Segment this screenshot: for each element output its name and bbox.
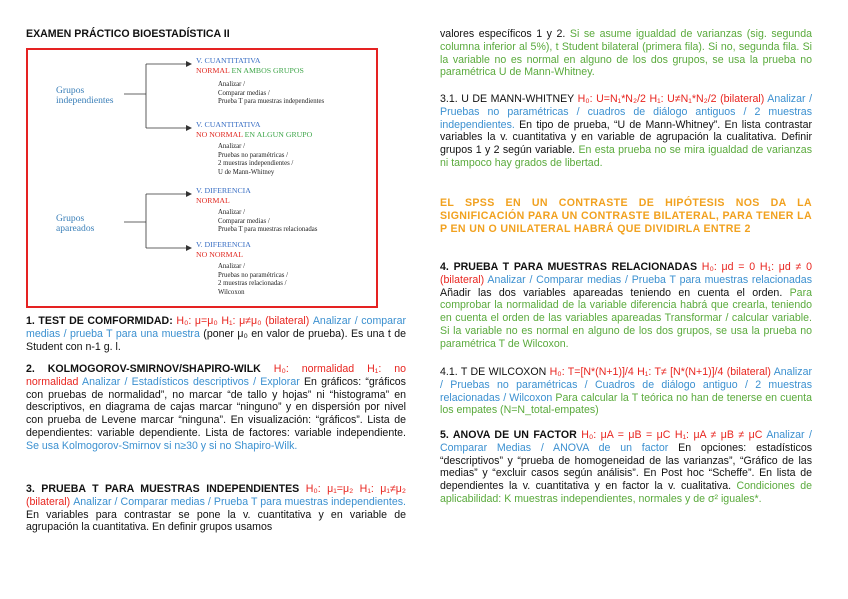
section-4-hypothesis: H₀: μd = 0 H₁: μd ≠ 0 (bilateral) xyxy=(440,261,812,286)
section-3-cont-note: Si se asume igualdad de varianzas (sig. segunda columna inferior al 5%), t Student bilateral (primera fila). Si no, segunda fila. Si la variable no es normal en alguno de los dos grupos, se usa la prueba no paramétrica U de Mann-Whitney. xyxy=(440,28,812,79)
branch-diff-non-normal: V. DIFERENCIA NO NORMAL xyxy=(196,240,251,259)
decision-diagram xyxy=(26,48,378,308)
section-2-hypothesis: H₀: normalidad H₁: no normalidad xyxy=(26,363,406,388)
branch4-steps: Analizar / Pruebas no paramétricas / 2 muestras relacionadas / Wilcoxon xyxy=(218,263,289,296)
section-5-text: En opciones: estadísticos “descriptivos” y “prueba de homogeneidad de las varianzas”, “Gráfico de las medias” y “excluir casos según análisis”. En Post hoc “Scheffe”. En lista de dependientes la v. cuantitativa y en factor la v. cualitativa. xyxy=(440,441,813,493)
section-5-hypothesis: H₀: μA = μB = μC H₁: μA ≠ μB ≠ μC xyxy=(581,429,763,441)
branch-quant-normal: V. CUANTITATIVA NORMAL EN AMBOS GRUPOS xyxy=(196,56,304,75)
groups-independent-label: Grupos independientes xyxy=(56,85,114,106)
section-4-1 xyxy=(440,366,812,417)
spss-note xyxy=(440,197,812,235)
section-3-1-heading: 3.1. U DE MANN-WHITNEY xyxy=(440,93,575,105)
section-4-1-heading: 4.1. T DE WILCOXON xyxy=(440,366,547,378)
section-3-heading: 3. PRUEBA T PARA MUESTRAS INDEPENDIENTES xyxy=(26,483,300,495)
section-5-path: Analizar / Comparar Medias / ANOVA de un factor xyxy=(440,429,812,454)
spss-note-text: EL SPSS EN UN CONTRASTE DE HIPÓTESIS NOS DA LA SIGNIFICACIÓN PARA UN CONTRASTE BILATERAL, PARA TENER LA P EN UN O UNILATERAL HABRÁ QUE DIVIDIRLA ENTRE 2 xyxy=(440,197,812,235)
section-3-hypothesis: H₀: μ₁=μ₂ H₁: μ₁≠μ₂ (bilateral) xyxy=(26,483,407,508)
section-3-1 xyxy=(440,93,812,170)
section-3-1-note: En esta prueba no se mira igualdad de varianzas ni tampoco hay grados de libertad. xyxy=(440,144,812,169)
section-5-note: Condiciones de aplicabilidad: K muestras independientes, normales y de σ² iguales*. xyxy=(440,480,812,505)
section-2-path: Analizar / Estadísticos descriptivos / Explorar xyxy=(82,375,300,388)
branch-diff-normal: V. DIFERENCIA NORMAL xyxy=(196,186,251,205)
section-3-1-path: Analizar / Pruebas no paramétricas / cuadros de diálogo antiguos / 2 muestras independientes. xyxy=(440,93,813,131)
branch3-steps: Analizar / Comparar medias / Prueba T para muestras relacionadas xyxy=(218,209,318,234)
section-3-continued xyxy=(440,28,812,79)
section-3 xyxy=(26,483,406,534)
section-4-path: Analizar / Comparar medias / Prueba T para muestras relacionadas xyxy=(487,273,812,286)
section-1-heading: 1. TEST DE COMFORMIDAD: xyxy=(26,315,173,327)
section-3-cont-text: valores específicos 1 y 2. xyxy=(440,28,566,40)
section-3-text: En variables para contrastar se pone la v. cuantitativa y en variable de agrupación la cuantitativa. En definir grupos usamos xyxy=(26,508,406,534)
section-1 xyxy=(26,315,406,353)
section-1-text: (poner μ₀ en valor de prueba). Es una t de Student con n-1 g. l. xyxy=(26,327,406,353)
section-2 xyxy=(26,363,406,453)
section-4 xyxy=(440,261,812,351)
section-4-heading: 4. PRUEBA T PARA MUESTRAS RELACIONADAS xyxy=(440,261,698,273)
branch2-steps: Analizar / Pruebas no paramétricas / 2 muestras independientes / U de Mann-Whitney xyxy=(218,143,294,176)
section-2-text: En gráficos: “gráficos con pruebas de normalidad”, no marcar “de tallo y hojas” ni “histograma” en descriptivos, en diagrama de cajas marcar “ninguno” y en dispersión por nivel con prueba de Levene marcar “ninguna”. En visualización: “gráficos”. Lista de dependientes: variable dependiente. Lista de factores: variable independiente. xyxy=(26,375,406,439)
branch-quant-non-normal: V. CUANTITATIVA NO NORMAL EN ALGUN GRUPO xyxy=(196,120,313,139)
section-1-hypothesis: H₀: μ=μ₀ H₁: μ≠μ₀ (bilateral) xyxy=(176,315,310,327)
section-5 xyxy=(440,429,812,506)
section-3-path: Analizar / Comparar medias / Prueba T para muestras independientes. xyxy=(73,495,406,508)
section-4-note: Para comprobar la normalidad de la variable diferencia habrá que crearla, teniendo en cuenta el orden de las variables apareadas Transformar / calcular variable. Si la variable no es normal en alguno de los dos grupos, se usa la prueba no paramétrica T de Wilcoxon. xyxy=(440,286,812,350)
branch1-steps: Analizar / Comparar medias / Prueba T para muestras independientes xyxy=(218,81,325,106)
section-2-heading: 2. KOLMOGOROV-SMIRNOV/SHAPIRO-WILK xyxy=(26,363,261,375)
groups-paired-label: Grupos apareados xyxy=(56,213,95,234)
section-5-heading: 5. ANOVA DE UN FACTOR xyxy=(440,429,577,441)
section-4-1-note: Para calcular la T teórica no han de tenerse en cuenta los empates (N=N_total-empates) xyxy=(440,391,812,417)
section-4-1-path: Analizar / Pruebas no paramétricas / Cuadros de diálogo antiguo / 2 muestras relacionadas / Wilcoxon xyxy=(440,366,812,404)
section-2-note: Se usa Kolmogorov-Smirnov si n≥30 y si no Shapiro-Wilk. xyxy=(26,439,298,452)
page-title: EXAMEN PRÁCTICO BIOESTADÍSTICA II xyxy=(26,28,230,40)
section-1-path: Analizar / comparar medias / prueba T para una muestra xyxy=(26,315,407,340)
section-4-text: Añadir las dos variables apareadas teniendo en cuenta el orden. xyxy=(440,286,783,299)
section-3-1-hypothesis: H₀: U=N₁*N₂/2 H₁: U≠N₁*N₂/2 (bilateral) xyxy=(577,93,765,105)
section-4-1-hypothesis: H₀: T=[N*(N+1)]/4 H₁: T≠ [N*(N+1)]/4 (bilateral) xyxy=(549,366,771,378)
section-3-1-text: En tipo de prueba, “U de Mann-Whitney”. En lista contrastar variables la v. cuantitativa y en variable de agrupación la cualitativa. Definir grupos 1 y 2 según variable. xyxy=(440,118,812,157)
